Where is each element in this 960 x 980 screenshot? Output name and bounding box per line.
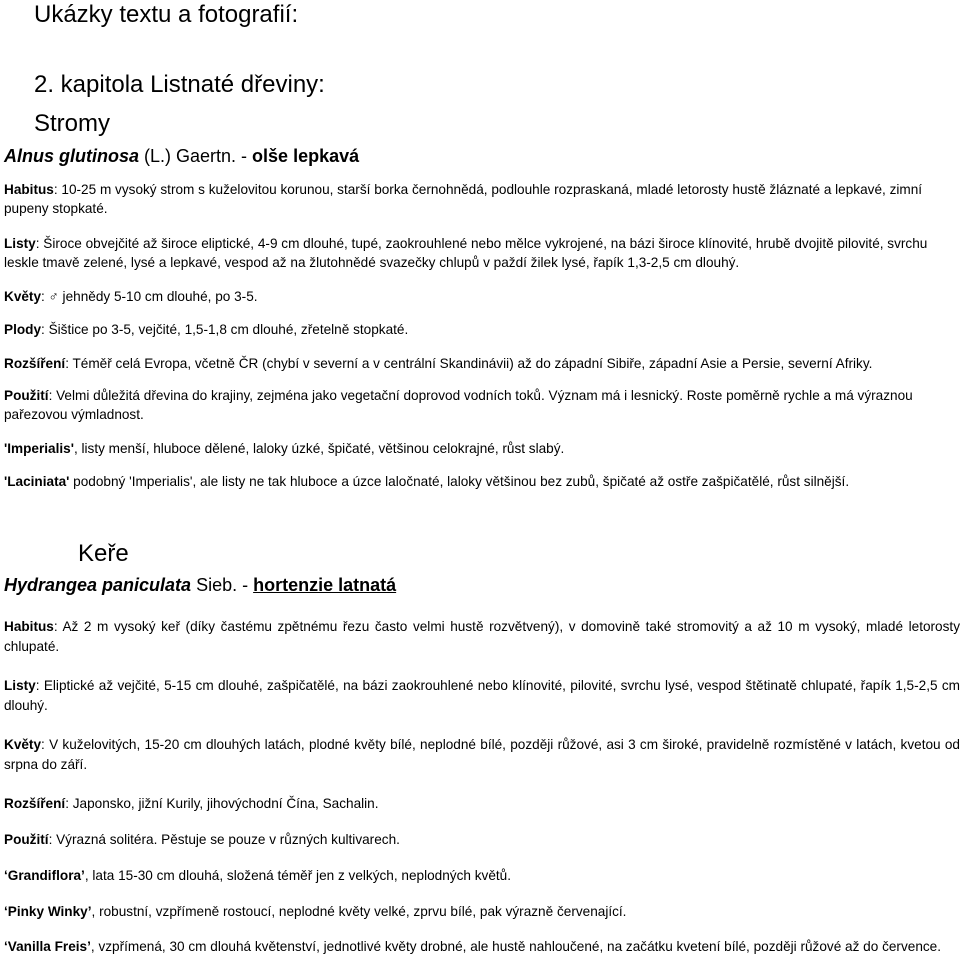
species-czech-name: olše lepkavá [252, 146, 360, 166]
field-text: : Téměř celá Evropa, včetně ČR (chybí v severní a v centrální Skandinávii) až do západní Sibiře, západní Asie a Persie, severní Afriky. [65, 356, 873, 371]
alnus-cultivar-laciniata [4, 472, 960, 491]
species-heading-hydrangea [4, 574, 396, 596]
field-text: : Japonsko, jižní Kurily, jihovýchodní Čína, Sachalin. [65, 796, 379, 811]
alnus-kvety [4, 287, 960, 306]
field-label: Plody [4, 322, 42, 337]
field-label: Rozšíření [4, 356, 66, 371]
species-author: (L.) Gaertn. [144, 146, 237, 166]
field-label: Květy [4, 737, 42, 752]
section-title-trees: Stromy [34, 110, 111, 137]
section-title-shrubs: Keře [78, 540, 129, 567]
alnus-listy [4, 234, 960, 272]
field-text: : ♂ jehnědy 5-10 cm dlouhé, po 3-5. [41, 289, 258, 304]
cultivar-text: , listy menší, hluboce dělené, laloky úzké, špičaté, většinou celokrajné, růst slabý. [73, 441, 565, 456]
cultivar-text: , robustní, vzpřímeně rostoucí, neplodné květy velké, zprvu bílé, pak výrazně červenající. [91, 904, 627, 919]
field-text: : Výrazná solitéra. Pěstuje se pouze v různých kultivarech. [48, 832, 400, 847]
hydrangea-kvety [4, 735, 960, 775]
field-label: Listy [4, 236, 36, 251]
field-text: : Šištice po 3-5, vejčité, 1,5-1,8 cm dlouhé, zřetelně stopkaté. [41, 322, 409, 337]
field-text: : Široce obvejčité až široce eliptické, 4-9 cm dlouhé, tupé, zaokrouhlené nebo mělce vykrojené, na bázi široce klínovité, hrubě dvojitě pilovité, svrchu leskle tmavě zelené, lysé a lepkavé, vespod až na žlutohnědé svazečky chlupů v paždí žilek lysé, řapík 1,3-2,5 cm dlouhý. [4, 236, 928, 270]
species-author: Sieb. [196, 575, 238, 595]
field-text: : Velmi důležitá dřevina do krajiny, zejména jako vegetační doprovod vodních toků. Význam má i lesnický. Roste poměrně rychle a má výraznou pařezovou výmladnost. [4, 388, 913, 422]
field-label: Použití [4, 388, 49, 403]
species-separator: - [237, 575, 254, 595]
alnus-plody [4, 320, 960, 339]
alnus-rozsireni [4, 354, 960, 373]
chapter-title: 2. kapitola Listnaté dřeviny: [34, 71, 325, 98]
species-latin-name: Alnus glutinosa [4, 146, 139, 166]
field-text: : 10-25 m vysoký strom s kuželovitou korunou, starší borka černohnědá, podlouhle rozpraskaná, mladé letorosty hustě žláznaté a lepkavé, zimní pupeny stopkaté. [4, 182, 923, 216]
page-title: Ukázky textu a fotografií: [34, 1, 299, 28]
cultivar-text: podobný 'Imperialis', ale listy ne tak hluboce a úzce laločnaté, laloky většinou bez zubů, špičaté až ostře zašpičatělé, růst silnější. [69, 474, 850, 489]
field-label: Rozšíření [4, 796, 66, 811]
field-label: Habitus [4, 182, 54, 197]
field-label: Květy [4, 289, 42, 304]
alnus-pouziti [4, 386, 960, 424]
field-text: : V kuželovitých, 15-20 cm dlouhých latách, plodné květy bílé, neplodné bílé, později růžové, asi 3 cm široké, pravidelně rozmístěné v latách, kvetou od srpna do září. [4, 737, 960, 772]
hydrangea-cultivar-grandiflora [4, 866, 960, 886]
hydrangea-pouziti [4, 830, 960, 850]
species-czech-name: hortenzie latnatá [253, 575, 397, 595]
field-text: : Eliptické až vejčité, 5-15 cm dlouhé, zašpičatělé, na bázi zaokrouhlené nebo klínovité, pilovité, svrchu lysé, vespod štětinatě chlupaté, řapík 1,5-2,5 cm dlouhý. [4, 678, 960, 713]
alnus-cultivar-imperialis [4, 439, 960, 458]
cultivar-name: 'Laciniata' [4, 474, 70, 489]
field-text: : Až 2 m vysoký keř (díky častému zpětnému řezu často velmi hustě rozvětvený), v domovině také stromovitý a až 10 m vysoký, mladé letorosty chlupaté. [4, 619, 960, 654]
alnus-habitus [4, 180, 960, 218]
cultivar-name: ‘Grandiflora’ [4, 868, 85, 883]
cultivar-name: ‘Vanilla Freis’ [4, 939, 91, 954]
species-separator: - [236, 146, 253, 166]
field-label: Listy [4, 678, 36, 693]
hydrangea-listy [4, 676, 960, 716]
cultivar-name: 'Imperialis' [4, 441, 74, 456]
species-heading-alnus [4, 145, 359, 167]
field-label: Habitus [4, 619, 54, 634]
hydrangea-habitus [4, 617, 960, 657]
cultivar-name: ‘Pinky Winky’ [4, 904, 92, 919]
field-label: Použití [4, 832, 49, 847]
cultivar-text: , vzpřímená, 30 cm dlouhá květenství, jednotlivé květy drobné, ale hustě nahloučené, na začátku kvetení bílé, později růžové až do července. [90, 939, 942, 954]
cultivar-text: , lata 15-30 cm dlouhá, složená téměř jen z velkých, neplodných květů. [84, 868, 512, 883]
hydrangea-cultivar-vanilla-freis [4, 937, 960, 957]
hydrangea-cultivar-pinky-winky [4, 902, 960, 922]
species-latin-name: Hydrangea paniculata [4, 575, 192, 595]
hydrangea-rozsireni [4, 794, 960, 814]
